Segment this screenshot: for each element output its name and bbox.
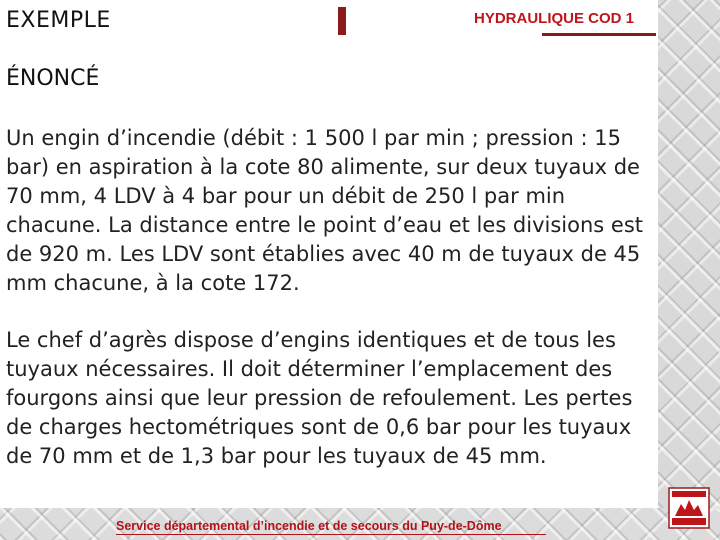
footer-text: Service départemental d’incendie et de secours du Puy-de-Dôme bbox=[116, 519, 502, 533]
statement-paragraph-2: Le chef d’agrès dispose d’engins identiques et de tous les tuyaux nécessaires. Il doit déterminer l’emplacement des fourgons ainsi que leur pression de refoulement. Les pertes de charges hectométriques sont de 0,6 bar pour les tuyaux de 70 mm et de 1,3 bar pour les tuyaux de 45 mm. bbox=[6, 328, 633, 468]
header-course-title: HYDRAULIQUE COD 1 bbox=[474, 10, 635, 27]
header-divider bbox=[338, 7, 346, 35]
metal-texture-right bbox=[658, 0, 720, 540]
header-underline bbox=[542, 33, 656, 36]
footer-underline bbox=[116, 534, 546, 535]
section-title: ÉNONCÉ bbox=[6, 66, 100, 91]
slide-title: EXEMPLE bbox=[6, 8, 111, 33]
statement-paragraph-1: Un engin d’incendie (débit : 1 500 l par min ; pression : 15 bar) en aspiration à la cote 80 alimente, sur deux tuyaux de 70 mm, 4 LDV à 4 bar pour un débit de 250 l par min chacune. La distance entre le point d’eau et les divisions est de 920 m. Les LDV sont établies avec 40 m de tuyaux de 45 mm chacune, à la cote 172. bbox=[6, 126, 644, 295]
sdis-logo-icon bbox=[667, 486, 711, 530]
